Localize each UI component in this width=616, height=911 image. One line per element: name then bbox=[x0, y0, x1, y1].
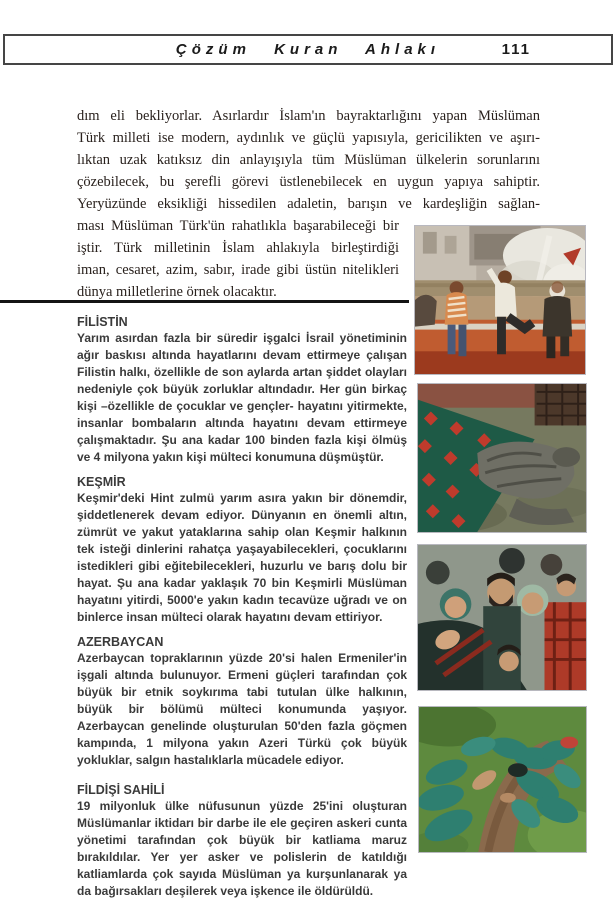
section-body: Yarım asırdan fazla bir süredir işgalci İsrail yönetiminin ağır baskısı altında hayatlarını devam ettirmeye çalışan Filistin halkı, özellikle de son aylarda artan şiddet olayları nedeniyle çok büyük zorluklar altındadır. Her gün birkaç kişi –özellikle de çocuklar ve gençler- hayatını yitirmekte, insanlar bombaların altında hayatını devam ettirmeye çalışmaktadır. Şu ana kadar 100 binden fazla kişi ölmüş ve 4 milyona yakın kişi mülteci konumuna düşmüştür. bbox=[77, 331, 407, 464]
sections-column bbox=[77, 314, 407, 908]
intro-line: Yeryüzünde eksikliği hissedilen adaletin, barışın ve kardeşliğin sağlan- bbox=[77, 196, 540, 212]
victims-field-illustration bbox=[419, 707, 586, 852]
section-body: Keşmir'deki Hint zulmü yarım asıra yakın bir dönemdir, şiddetlenerek devam ediyor. Dünyanın en önemli altın, zümrüt ve yakut yataklarına sahip olan Keşmir halkının tek isteği dinlerini rahatça yaşayabilecekleri, çocuklarını istedikleri gibi eğitebilecekleri, huzurlu ve barış dolu bir hayat. Şu ana kadar yaklaşık 70 bin Keşmirli Müslüman hayatını yitirdi, 5000'e yakın kadın tecavüze uğradı ve on binlerce insan mülteci olarak hayatını devam ettiriyor. bbox=[77, 491, 407, 624]
intro-line: dım eli bekliyorlar. Asırlardır İslam'ın bayraktarlığını yapan Müslüman bbox=[77, 108, 540, 124]
section-ivory-coast bbox=[77, 782, 407, 900]
intro-line: lıktan uzak katıksız din anlayışıyla tüm Müslüman ülkelerin sorunlarını bbox=[77, 152, 540, 168]
intro-line: çözebilecek, bu şerefli görevi üstlenebilecek en uygun yapıya sahiptir. bbox=[77, 174, 540, 190]
section-heading: FİLDİŞİ SAHİLİ bbox=[77, 783, 165, 797]
mourning-crowd-illustration bbox=[418, 545, 586, 690]
intro-line: iman, cesaret, azim, sabır, irade gibi üstün nitelikleri bbox=[77, 262, 399, 278]
section-heading: FİLİSTİN bbox=[77, 315, 128, 329]
section-kashmir bbox=[77, 474, 407, 626]
header-bar bbox=[3, 34, 613, 65]
photo-kashmir-victim-under-blanket bbox=[417, 383, 587, 533]
intro-line: Türk milleti ise modern, aydınlık ve güçlü yapısıyla, gericilikten ve aşırı- bbox=[77, 130, 540, 146]
section-azerbaijan bbox=[77, 634, 407, 769]
page-title: Çözüm Kuran Ahlakı bbox=[175, 41, 441, 58]
victim-blanket-illustration bbox=[418, 384, 586, 532]
section-divider-rule bbox=[0, 300, 409, 303]
section-heading: AZERBAYCAN bbox=[77, 635, 164, 649]
page-number: 111 bbox=[501, 41, 531, 58]
section-palestine bbox=[77, 314, 407, 466]
section-body: Azerbaycan topraklarının yüzde 20'si halen Ermeniler'in işgali altında bulunuyor. Ermeni güçleri tarafından çok büyük bir etnik soykırıma tabi tutulan ülke halkının, büyük bir bölümü mülteci konumunda yaşıyor. Azerbaycan genelinde oluşturulan 50'den fazla göçmen kampında, 1 milyona yakın Azeri Türkü çok büyük yokluklar, salgın hastalıklarla mücadele ediyor. bbox=[77, 651, 407, 767]
intro-line: dünya milletlerine örnek olacaktır. bbox=[77, 284, 277, 300]
photo-palestine-street-clash bbox=[414, 225, 586, 375]
photo-refugee-mourning-crowd bbox=[417, 544, 587, 691]
intro-line: iştir. Türk milletinin İslam ahlakıyla birleştirdiği bbox=[77, 240, 399, 256]
section-heading: KEŞMİR bbox=[77, 475, 126, 489]
section-body: 19 milyonluk ülke nüfusunun yüzde 25'ini oluşturan Müslümanlar iktidarı bir darbe ile ele geçiren askeri cunta yönetimi tarafından çok büyük bir katliama maruz bırakıldılar. Yer yer asker ve polislerin de katıldığı katliamlarda çok sayıda Müslüman ya kurşunlanarak ya da bağırsakları deşilerek veya işkence ile öldürüldü. bbox=[77, 799, 407, 898]
photo-massacre-victims-field bbox=[418, 706, 587, 853]
intro-line: ması Müslüman Türk'ün rahatlıkla başarabileceği bir bbox=[77, 218, 399, 234]
street-clash-illustration bbox=[415, 226, 585, 374]
